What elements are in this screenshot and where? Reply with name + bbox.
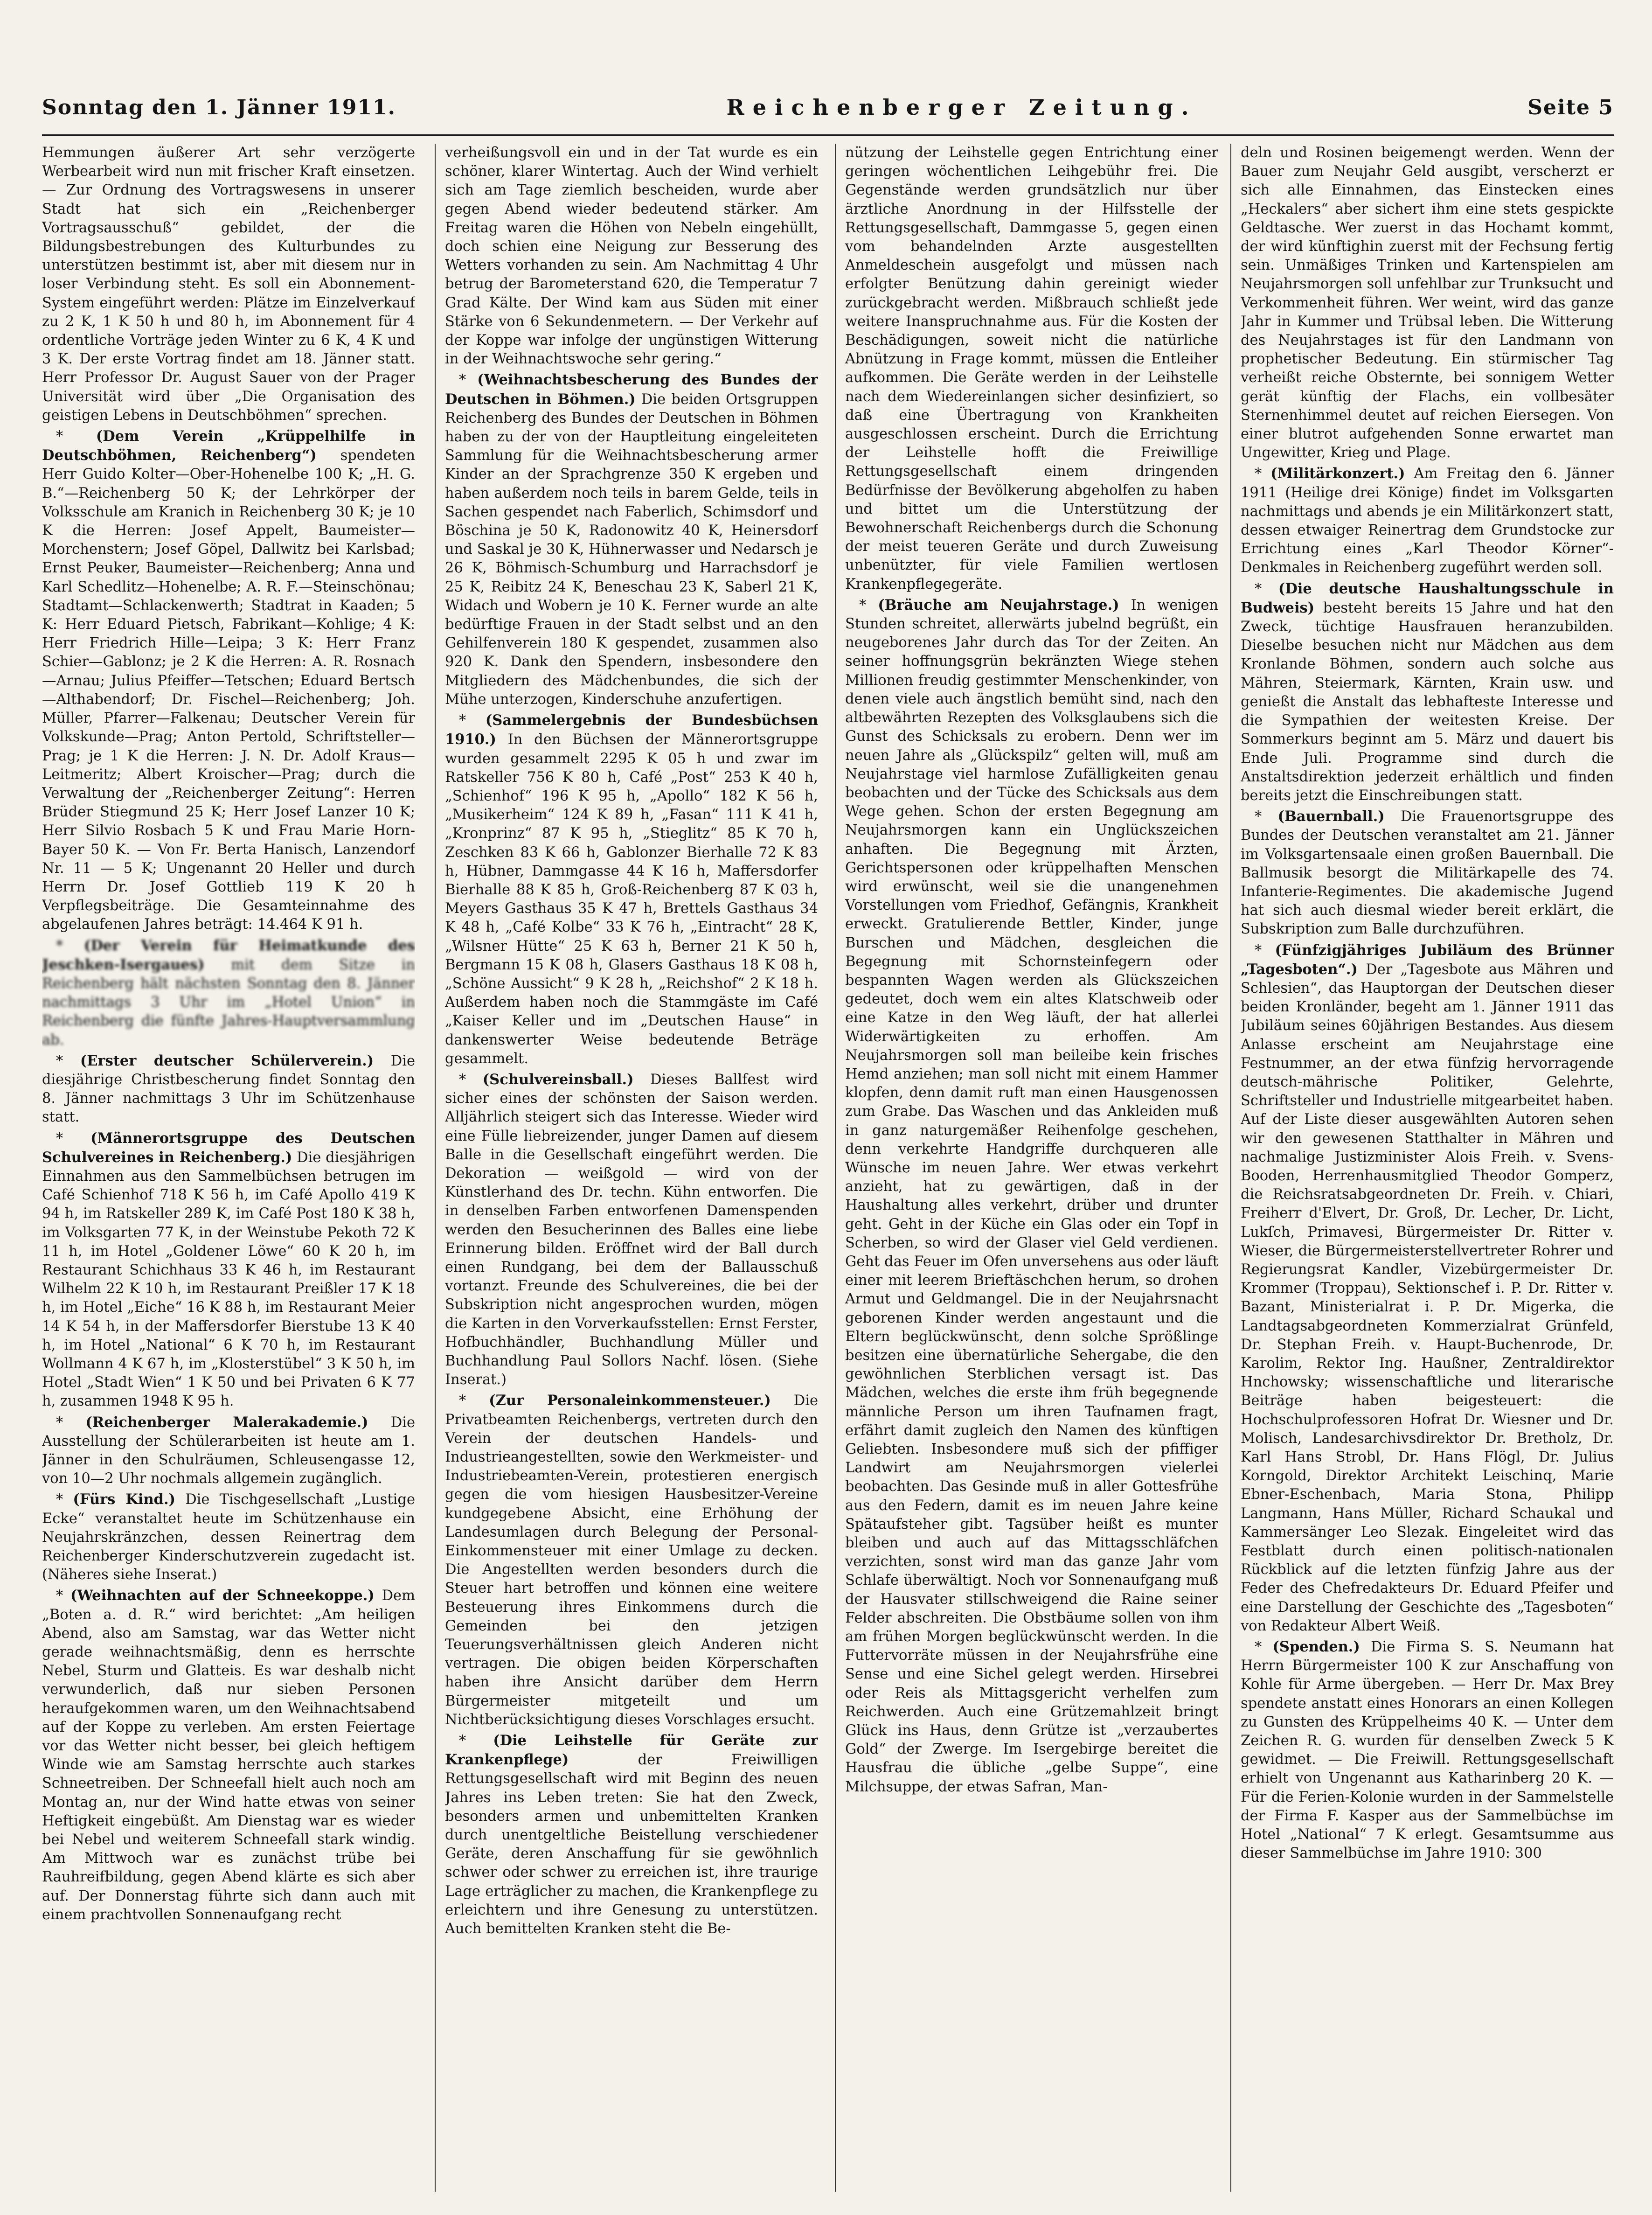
asterisk-marker: * <box>56 1052 80 1069</box>
masthead-date: Sonntag den 1. Jänner 1911. <box>42 95 396 119</box>
masthead-page-number: Seite 5 <box>1527 95 1614 119</box>
article-text: In wenigen Stunden schreitet, allerwärts jubelnd begrüßt, ein neugeborenes Jahr durch das Tor der Zeiten. An seiner hoffnungsgrün bekränzten Wiege stehen Millionen freudig gestimmter Menschenkinder, von denen viele auch ängstlich bemüht sind, nach den altbewährten Rezepten des Volksglaubens sich die Gunst des Schicksals zu erobern. Denn wer im neuen Jahre als „Glückspilz“ gelten will, muß am Neujahrstage viel harmlose Zufälligkeiten genau beobachten und der Tücke des Schicksals aus dem Wege gehen. Schon der ersten Begegnung am Neujahrsmorgen kann ein Unglückszeichen anhaften. Die Begegnung mit Ärzten, Gerichtspersonen oder krüppelhaften Menschen wird erwünscht, weil sie die unangenehmen Vorstellungen vom Friedhof, Gefängnis, Krankheit erweckt. Gratulierende Bettler, Kinder, junge Burschen und Mädchen, desgleichen die Begegnung mit Schornsteinfegern oder bespannten Wagen werden als Glückszeichen gedeutet, doch wem ein altes Klatschweib oder eine Katze in den Weg läuft, der hat allerlei Widerwärtigkeiten zu erhoffen. Am Neujahrsmorgen soll man beileibe kein frisches Hemd anziehen; man soll nicht mit einem Hammer klopfen, denn damit ruft man einen Hausgenossen zum Grabe. Das Waschen und das Ankleiden muß in ganz naturgemäßer Reihenfolge geschehen, denn verkehrte Handgriffe durchqueren alle Wünsche im neuen Jahre. Wer etwas verkehrt anzieht, hat zu gewärtigen, daß in der Haushaltung alles verkehrt, drüber und drunter geht. Geht in der Küche ein Glas oder ein Topf in Scherben, so wird der Glaser viel Geld verdienen. Geht das Feuer im Ofen unversehens aus oder läuft einer mit leerem Brieftäschchen herum, so drohen Armut und Geldmangel. Die in der Neujahrsnacht geborenen Kinder werden angestaunt und die Eltern beglückwünscht, denn solche Sprößlinge besitzen eine übernatürliche Sehergabe, die den gewöhnlichen Sterblichen versagt ist. Das Mädchen, welches die erste ihm früh begegnende männliche Person um ihren Taufnamen fragt, erfährt damit zugleich den Namen des künftigen Geliebten. Insbesondere muß sich der pfiffiger Landwirt am Neujahrsmorgen vielerlei beobachten. Das Gesinde muß in aller Gottesfrühe aus den Federn, damit es im neuen Jahre keine Spätaufsteher gibt. Tagsüber heißt es munter bleiben und auch auf das Mittagsschläfchen verzichten, sonst wird man das ganze Jahr vom Schlafe überwältigt. Noch vor Sonnenaufgang muß der Hausvater stillschweigend die Raine seiner Felder abschreiten. Die Obstbäume sollen von ihm am frühen Morgen beglückwünscht werden. In die Futtervorräte müssen in der Neujahrsfrühe eine Sense und eine Sichel gelegt werden. Hirsebrei oder Reis als Mittagsgericht verhelfen zum Reichwerden. Auch eine Grützemahlzeit bringt Glück ins Haus, denn Grütze ist „verzaubertes Gold“ der Zwerge. Im Isergebirge bereitet die Hausfrau die übliche „gelbe Suppe“, eine Milchsuppe, der etwas Safran, Man- <box>845 597 1218 1795</box>
asterisk-marker: * <box>56 1414 86 1431</box>
asterisk-marker: * <box>1255 942 1275 959</box>
article-paragraph <box>42 1413 415 1489</box>
article-text: besteht bereits 15 Jahre und hat den Zweck, tüchtige Hausfrauen heranzubilden. Dieselbe besuchen nicht nur Mädchen aus dem Kronlande Böhmen, sondern auch solche aus Mähren, Steiermark, Kärnten, Krain usw. und genießt die Anstalt das lebhafteste Interesse und die Sympathien der weitesten Kreise. Der Sommerkurs beginnt am 5. März und dauert bis Ende Juli. Programme sind durch die Anstaltsdirektion jederzeit erhältlich und finden bereits jetzt die Einschreibungen statt. <box>1241 599 1614 804</box>
article-paragraph <box>445 1070 818 1389</box>
asterisk-marker: * <box>1255 808 1278 825</box>
article-paragraph <box>1241 1637 1614 1863</box>
article-text: der Freiwilligen Rettungsgesellschaft wird mit Beginn des neuen Jahres ins Leben treten: Sie hat den Zweck, besonders armen und unbemittelten Kranken durch unentgeltliche Beistellung verschiedener Geräte, deren Anschaffung für sie gewöhnlich schwer oder schwer zu erreichen ist, ihre traurige Lage erträglicher zu machen, die Krankenpflege zu erleichtern und ihre Genesung zu unterstützen. Auch bemittelten Kranken steht die Be- <box>445 1752 818 1937</box>
masthead <box>42 84 1614 131</box>
article-text: Hemmungen äußerer Art sehr verzögerte Werbearbeit wird nun mit frischer Kraft einsetzen. — Zur Ordnung des Vortragswesens in unserer Stadt hat sich ein „Reichenberger Vortragsausschuß“ gebildet, der die Bildungsbestrebungen des Kulturbundes zu unterstützen bestimmt ist, aber mit diesem nur in loser Verbindung steht. Es soll ein Abonnement-System eingeführt werden: Plätze im Einzelverkauf zu 2 K, 1 K 50 h und 80 h, im Abonnement für 4 ordentliche Vorträge jeden Winter zu 6 K, 4 K und 3 K. Der erste Vortrag findet am 18. Jänner statt. Herr Professor Dr. August Sauer von der Prager Universität wird über „Die Organisation des geistigen Lebens in Deutschböhmen“ sprechen. <box>42 145 415 424</box>
article-paragraph <box>445 370 818 709</box>
column-4 <box>1241 144 1614 2192</box>
article-paragraph <box>1241 144 1614 462</box>
column-separator <box>435 144 436 2192</box>
article-headline: (Erster deutscher Schülerverein.) <box>80 1052 374 1069</box>
article-paragraph <box>445 144 818 369</box>
article-text: deln und Rosinen beigemengt werden. Wenn der Bauer zum Neujahr Geld ausgibt, verscherzt er sich alle Einnahmen, das Einstecken eines „Heckalers“ aber sichert ihm eine stets gespickte Geldtasche. Wer zuerst in das Hochamt kommt, der wird künftighin zuerst mit der Fechsung fertig sein. Unmäßiges Trinken und Kartenspielen am Neujahrsmorgen soll unfehlbar zur Trunksucht und Verkommenheit führen. Wer weint, wird das ganze Jahr in Kummer und Trübsal leben. Die Witterung des Neujahrstages ist für den Landmann von prophetischer Bedeutung. Ein stürmischer Tag verheißt reiche Obsternte, bei sonnigem Wetter gerät künftig der Flachs, ein vollbesäter Sternenhimmel deutet auf reichen Eiersegen. Von einer blutrot aufgehenden Sonne erwartet man Ungewitter, Krieg und Plage. <box>1241 145 1614 461</box>
article-headline: (Schulvereinsball.) <box>482 1071 634 1088</box>
article-headline: (Sammelergebnis der Bundesbüchsen 1910.) <box>445 712 818 748</box>
article-text: Die beiden Ortsgruppen Reichenberg des Bundes der Deutschen in Böhmen haben zu der von der Hauptleitung eingeleiteten Sammlung für die Weihnachtsbescherung armer Kinder an der Sprachgrenze 350 K ergeben und haben außerdem noch teils in barem Gelde, teils in Sachen gespendet nach Faberlich, Schimsdorf und Böschina je 50 K, Radonowitz 40 K, Heinersdorf und Saskal je 30 K, Hühnerwasser und Nedarsch je 26 K, Böhmisch-Schumburg und Harrachsdorf je 25 K, Reibitz 24 K, Beneschau 23 K, Saberl 21 K, Widach und Wobern je 10 K. Ferner wurde an alte bedürftige Frauen in der Stadt selbst und an den Gehilfenverein 180 K gespendet, zusammen also 920 K. Dank den Spendern, insbesondere den Mitgliedern des Mädchenbundes, die sich der Mühe unterzogen, Kinderschuhe anzufertigen. <box>445 391 818 708</box>
asterisk-marker: * <box>859 597 878 613</box>
masthead-rule <box>42 134 1614 136</box>
article-paragraph <box>445 1731 818 1938</box>
asterisk-marker: * <box>56 1130 91 1147</box>
column-2 <box>445 144 818 2192</box>
article-text: Die Privatbeamten Reichenbergs, vertreten durch den Verein der deutschen Handels- und Industrieangestellten, sowie den Werkmeister- und Industriebeamten-Verein, protestieren energisch gegen die vom hiesigen Hausbesitzer-Vereine kundgegebene Absicht, eine Erhöhung der Landesumlagen durch Belegung der Personal-Einkommensteuer mit einer Umlage zu decken. Die Angestellten werden besonders durch die Steuer hart betroffen und können eine weitere Besteuerung ihres Einkommens durch die Gemeinden bei den jetzigen Teuerungsverhältnissen gleich Anderen nicht vertragen. Die obigen beiden Körperschaften haben ihre Ansicht darüber dem Herrn Bürgermeister mitgeteilt und um Nichtberücksichtigung dieses Vorschlages ersucht. <box>445 1393 818 1728</box>
article-paragraph <box>42 936 415 1050</box>
article-text: Die diesjährigen Einnahmen aus den Sammelbüchsen betrugen im Café Schienhof 718 K 56 h, im Café Apollo 419 K 94 h, im Ratskeller 289 K, im Café Post 180 K 38 h, im Volksgarten 77 K, in der Weinstube Pekoth 72 K 11 h, im Hotel „Goldener Löwe“ 60 K 20 h, im Restaurant Schichhaus 33 K 46 h, im Restaurant Wilhelm 22 K 10 h, im Restaurant Preißler 17 K 18 h, im Hotel „Eiche“ 16 K 88 h, im Restaurant Meier 14 K 54 h, in der Maffersdorfer Bierstube 13 K 40 h, im Hotel „National“ 6 K 70 h, im Restaurant Wollmann 4 K 67 h, im „Klosterstübel“ 3 K 50 h, im Hotel „Stadt Wien“ 1 K 50 und bei Privaten 6 K 77 h, zusammen 1948 K 95 h. <box>42 1149 415 1410</box>
article-headline: (Fünfzigjähriges Jubiläum des Brünner „Tagesboten“.) <box>1241 941 1614 978</box>
article-paragraph <box>42 144 415 425</box>
article-text: Die Tischgesellschaft „Lustige Ecke“ veranstaltet heute im Schützenhause ein Neujahrskränzchen, dessen Reinertrag dem Reichenberger Kinderschutzverein zugedacht ist. (Näheres siehe Inserat.) <box>42 1491 415 1583</box>
asterisk-marker: * <box>459 1733 493 1749</box>
article-paragraph <box>42 427 415 934</box>
article-paragraph <box>1241 464 1614 577</box>
asterisk-marker: * <box>1255 466 1271 482</box>
article-headline: (Dem Verein „Krüppelhilfe in Deutschböhmen, Reichenberg“) <box>42 428 415 464</box>
article-text: Dieses Ballfest wird sicher eines der schönsten der Saison werden. Alljährlich steigert sich das Interesse. Wieder wird eine Fülle liebreizender, junger Damen auf diesem Balle in die Gesellschaft eingeführt werden. Die Dekoration — weißgold — wird von der Künstlerhand des Dr. techn. Kühn entworfen. Die in denselben Farben entworfenen Damenspenden werden den Besucherinnen des Balles eine liebe Erinnerung bilden. Eröffnet wird der Ball durch einen Rundgang, bei dem der Ballausschuß vortanzt. Freunde des Schulvereines, die bei der Subskription nicht angesprochen wurden, mögen die Karten in den Vorverkaufsstellen: Ernst Ferster, Hofbuchhändler, Buchhandlung Müller und Buchhandlung Paul Sollors Nachf. lösen. (Siehe Inserat.) <box>445 1071 818 1388</box>
article-paragraph <box>1241 941 1614 1636</box>
article-text: Die Firma S. S. Neumann hat Herrn Bürgermeister 100 K zur Anschaffung von Kohle für Arme übergeben. — Herr Dr. Max Brey spendete anstatt eines Honorars an einen Kollegen zu Gunsten des Krüppelheims 40 K. — Unter dem Zeichen R. G. wurden für denselben Zweck 5 K gewidmet. — Die Freiwill. Rettungsgesellschaft erhielt von Ungenannt aus Katharinberg 20 K. — Für die Ferien-Kolonie wurden in der Sammelstelle der Firma F. Kasper aus der Sammelbüchse im Hotel „National“ 7 K erlegt. Gesamtsumme aus dieser Sammelbüchse im Jahre 1910: 300 <box>1241 1639 1614 1862</box>
columns <box>42 144 1614 2192</box>
article-headline: (Die Leihstelle für Geräte zur Krankenpflege) <box>445 1732 818 1769</box>
article-paragraph <box>845 596 1218 1797</box>
article-headline: (Militärkonzert.) <box>1270 465 1405 482</box>
column-1 <box>42 144 415 2192</box>
article-paragraph <box>42 1490 415 1584</box>
article-paragraph <box>42 1052 415 1127</box>
newspaper-page <box>42 84 1614 2193</box>
article-paragraph <box>1241 579 1614 805</box>
article-headline: (Weihnachten auf der Schneekoppe.) <box>70 1587 375 1604</box>
article-text: Die Frauenortsgruppe des Bundes der Deutschen veranstaltet am 21. Jänner im Volksgartensaale einen großen Bauernball. Die Ballmusik besorgt die Militärkapelle des 74. Infanterie-Regimentes. Die akademische Jugend hat sich auch diesmal wieder bereit erklärt, die Subskription zum Balle durchzuführen. <box>1241 808 1614 938</box>
article-headline: (Die deutsche Haushaltungsschule in Budweis) <box>1241 580 1614 616</box>
article-text: Die Ausstellung der Schülerarbeiten ist heute am 1. Jänner in den Schulräumen, Schleusengasse 12, von 10—2 Uhr nochmals allgemein zugänglich. <box>42 1414 415 1487</box>
asterisk-marker: * <box>459 1393 489 1409</box>
article-text: Die diesjährige Christbescherung findet Sonntag den 8. Jänner nachmittags 3 Uhr im Schützenhause statt. <box>42 1052 415 1126</box>
asterisk-marker: * <box>1255 1639 1273 1656</box>
article-paragraph <box>42 1586 415 1924</box>
article-paragraph <box>42 1129 415 1411</box>
article-headline: (Männerortsgruppe des Deutschen Schulvereines in Reichenberg.) <box>42 1129 415 1166</box>
asterisk-marker: * <box>56 1491 73 1508</box>
article-text: spendeten Herr Guido Kolter—Ober-Hohenelbe 100 K; „H. G. B.“—Reichenberg 50 K; der Lehrkörper der Volksschule am Kranich in Reichenberg 30 K; je 10 K die Herren: Josef Appelt, Baumeister—Morchenstern; Josef Göpel, Dallwitz bei Karlsbad; Ernst Peuker, Baumeister—Reichenberg; Anna und Karl Schedlitz—Hohenelbe; A. R. F.—Steinschönau; Stadtamt—Schlackenwerth; Stadtrat in Kaaden; 5 K: Herr Eduard Pietsch, Fabrikant—Kohlige; 4 K: Herr Friedrich Hille—Leipa; 3 K: Herr Franz Schier—Gablonz; je 2 K die Herren: A. R. Rosnach—Arnau; Julius Pfeiffer—Tetschen; Eduard Bertsch—Althabendorf; Dr. Fischel—Reichenberg; Joh. Müller, Pfarrer—Falkenau; Deutscher Verein für Volkskunde—Prag; Anton Pertold, Schriftsteller—Prag; je 1 K die Herren: J. N. Dr. Adolf Kraus—Leitmeritz; Albert Kroischer—Prag; durch die Verwaltung der „Reichenberger Zeitung“: Herren Brüder Stiegmund 25 K; Herr Josef Lanzer 10 K; Herr Silvio Rosbach 5 K und Frau Marie Horn-Bayer 50 K. — Von Fr. Berta Hanisch, Lanzendorf Nr. 11 — 5 K; Ungenannt 20 Heller und durch Herrn Dr. Josef Gottlieb 119 K 20 h Verpflegsbeiträge. Die Gesamteinnahme des abgelaufenen Jahres beträgt: 14.464 K 91 h. <box>42 447 415 933</box>
article-headline: (Spenden.) <box>1272 1638 1360 1656</box>
article-headline: (Weihnachtsbescherung des Bundes der Deutschen in Böhmen.) <box>445 371 818 408</box>
article-headline: (Zur Personaleinkommensteuer.) <box>489 1392 771 1409</box>
article-text: verheißungsvoll ein und in der Tat wurde es ein schöner, klarer Wintertag. Auch der Wind verhielt sich am Tage ziemlich bescheiden, wurde aber gegen Abend wieder bedeutend stärker. Am Freitag waren die Höhen von Nebeln eingehüllt, doch schien eine Neigung zur Besserung des Wetters vorhanden zu sein. Am Nachmittag 4 Uhr betrug der Barometerstand 620, die Temperatur 7 Grad Kälte. Der Wind kam aus Süden mit einer Stärke von 6 Sekundenmetern. — Der Verkehr auf der Koppe war infolge der ungünstigen Witterung in der Weihnachtswoche sehr gering.“ <box>445 145 818 368</box>
masthead-title: Reichenberger Zeitung. <box>726 95 1197 120</box>
asterisk-marker: * <box>459 1071 483 1088</box>
article-headline: (Reichenberger Malerakademie.) <box>85 1414 368 1431</box>
asterisk-marker: * <box>56 428 96 445</box>
asterisk-marker: * <box>56 937 84 954</box>
article-paragraph <box>445 711 818 1068</box>
asterisk-marker: * <box>1255 580 1278 597</box>
article-headline: (Bräuche am Neujahrstage.) <box>878 596 1119 613</box>
column-separator <box>835 144 836 2192</box>
article-headline: (Fürs Kind.) <box>73 1491 176 1508</box>
article-paragraph <box>845 144 1218 594</box>
article-paragraph <box>1241 807 1614 939</box>
article-headline: (Bauernball.) <box>1277 808 1385 825</box>
asterisk-marker: * <box>56 1588 70 1604</box>
column-separator <box>1230 144 1231 2192</box>
article-text: Der „Tagesbote aus Mähren und Schlesien“, das Hauptorgan der Deutschen dieser beiden Kronländer, begeht am 1. Jänner 1911 das Jubiläum seines 60jährigen Bestandes. Aus diesem Anlasse erscheint am Neujahrstage eine Festnummer, an der etwa fünfzig hervorragende deutsch-mährische Politiker, Gelehrte, Schriftsteller und Industrielle mitgearbeitet haben. Auf der Liste dieser ausgewählten Autoren sehen wir den gewesenen Statthalter in Mähren und nachmalige Justizminister Alois Freih. v. Svens-Booden, Herrenhausmitglied Theodor Gomperz, die Reichsratsabgeordneten Dr. Freih. v. Chiari, Freiherr d'Elvert, Dr. Groß, Dr. Lecher, Dr. Licht, Lukſch, Primavesi, Bürgermeister Dr. Ritter v. Wieser, die Bürgermeisterstellvertreter Rohrer und Regierungsrat Kandler, Vizebürgermeister Dr. Krommer (Troppau), Sektionschef i. P. Dr. Ritter v. Bazant, Ministerialrat i. P. Dr. Migerka, die Landtagsabgeordneten Kommerzialrat Grünfeld, Dr. Stephan Freih. v. Haupt-Buchenrode, Dr. Karolim, Rektor Ing. Haußner, Zentraldirektor Hnchowsky; wissenschaftliche und literarische Beiträge haben beigesteuert: die Hochschulprofessoren Hofrat Dr. Wiesner und Dr. Molisch, Landesarchivsdirektor Dr. Bretholz, Dr. Karl Hans Strobl, Dr. Hans Flögl, Dr. Julius Korngold, Direktor Architekt Leischinq, Marie Ebner-Eschenbach, Maria Stona, Philipp Langmann, Hans Müller, Richard Schaukal und Kammersänger Leo Slezak. Eingeleitet wird das Festblatt durch einen politisch-nationalen Rückblick auf die letzten fünfzig Jahre aus der Feder des Chefredakteurs Dr. Eduard Pfeifer und eine Darstellung der Geschichte des „Tagesboten“ von Redakteur Albert Weiß. <box>1241 961 1614 1634</box>
article-text: Am Freitag den 6. Jänner 1911 (Heilige drei Könige) findet im Volksgarten nachmittags und abends je ein Militärkonzert statt, dessen etwaiger Reinertrag dem Grundstocke zur Errichtung eines „Karl Theodor Körner“-Denkmales in Reichenberg zugeführt werden soll. <box>1241 466 1614 576</box>
article-headline: (Der Verein für Heimatkunde des Jeschken-Isergaues) <box>42 937 415 973</box>
article-text: In den Büchsen der Männerortsgruppe wurden gesammelt 2295 K 05 h und zwar im Ratskeller 756 K 80 h, Café „Post“ 253 K 40 h, „Schienhof“ 196 K 95 h, „Apollo“ 182 K 56 h, „Musikerheim“ 124 K 89 h, „Fasan“ 111 K 41 h, „Kronprinz“ 87 K 95 h, „Stieglitz“ 85 K 70 h, Zeschken 83 K 66 h, Gablonzer Bierhalle 72 K 83 h, Hübner, Dammgasse 44 K 16 h, Maffersdorfer Bierhalle 88 K 85 h, Groß-Reichenberg 87 K 03 h, Meyers Gasthaus 35 K 47 h, Brettels Gasthaus 34 K 48 h, „Café Kolbe“ 33 K 76 h, „Eintracht“ 28 K, „Wilsner Hütte“ 25 K 63 h, Berner 21 K 50 h, Bergmann 15 K 08 h, Glasers Gasthaus 18 K 08 h, „Schöne Aussicht“ 9 K 28 h, „Reichshof“ 2 K 18 h. Außerdem haben noch die Stammgäste im Café „Kaiser Keller und im „Deutschen Hause“ in dankenswerter Weise bedeutende Beträge gesammelt. <box>445 731 818 1067</box>
article-text: mit dem Sitze in Reichenberg hält nächsten Sonntag den 8. Jänner nachmittags 3 Uhr im „Hotel Union“ in Reichenberg die fünfte Jahres-Hauptversammlung ab. <box>42 956 415 1048</box>
column-3 <box>845 144 1218 2192</box>
article-text: nützung der Leihstelle gegen Entrichtung einer geringen wöchentlichen Leihgebühr frei. Die Gegenstände werden grundsätzlich nur über ärztliche Anordnung in der Hilfsstelle der Rettungsgesellschaft, Dammgasse 5, gegen einen vom behandelnden Arzte ausgestellten Anmeldeschein ausgefolgt und müssen nach erfolgter Benützung dahin gereinigt wieder zurückgebracht werden. Mißbrauch schließt jede weitere Inanspruchnahme aus. Für die Kosten der Beschädigungen, soweit nicht die natürliche Abnützung in Frage kommt, müssen die Entleiher aufkommen. Die Geräte werden in der Leihstelle nach dem Wiedereinlangen sicher desinfiziert, so daß eine Übertragung von Krankheiten ausgeschlossen erscheint. Durch die Errichtung der Leihstelle hofft die Freiwillige Rettungsgesellschaft einem dringenden Bedürfnisse der Bevölkerung abgeholfen zu haben und bittet um die Unterstützung der Bewohnerschaft Reichenbergs durch die Schonung der meist teueren Geräte und durch Zuweisung unbenützter, für viele Familien wertlosen Krankenpflegegeräte. <box>845 145 1218 592</box>
asterisk-marker: * <box>459 712 486 729</box>
article-paragraph <box>445 1391 818 1729</box>
asterisk-marker: * <box>459 372 478 389</box>
article-text: Dem „Boten a. d. R.“ wird berichtet: „Am heiligen Abend, also am Samstag, war das Wetter nicht gerade weihnachtsmäßig, denn es herrschte Nebel, Sturm und Glatteis. Es war deshalb nicht verwunderlich, daß nur sieben Personen heraufgekommen waren, um den Weihnachtsabend auf der Koppe zu verleben. Am ersten Feiertage vor das Wetter nicht besser, bei gleich heftigem Winde wie am Samstag herrschte auch starkes Schneetreiben. Der Schneefall hielt auch noch am Montag an, nur der Wind hatte etwas von seiner Heftigkeit eingebüßt. Am Dienstag war es wieder bei Nebel und weiterem Schneefall stark windig. Am Mittwoch war es zunächst trübe bei Rauhreifbildung, gegen Abend klärte es sich aber auf. Der Donnerstag führte sich dann auch mit einem prachtvollen Sonnenaufgang recht <box>42 1588 415 1923</box>
